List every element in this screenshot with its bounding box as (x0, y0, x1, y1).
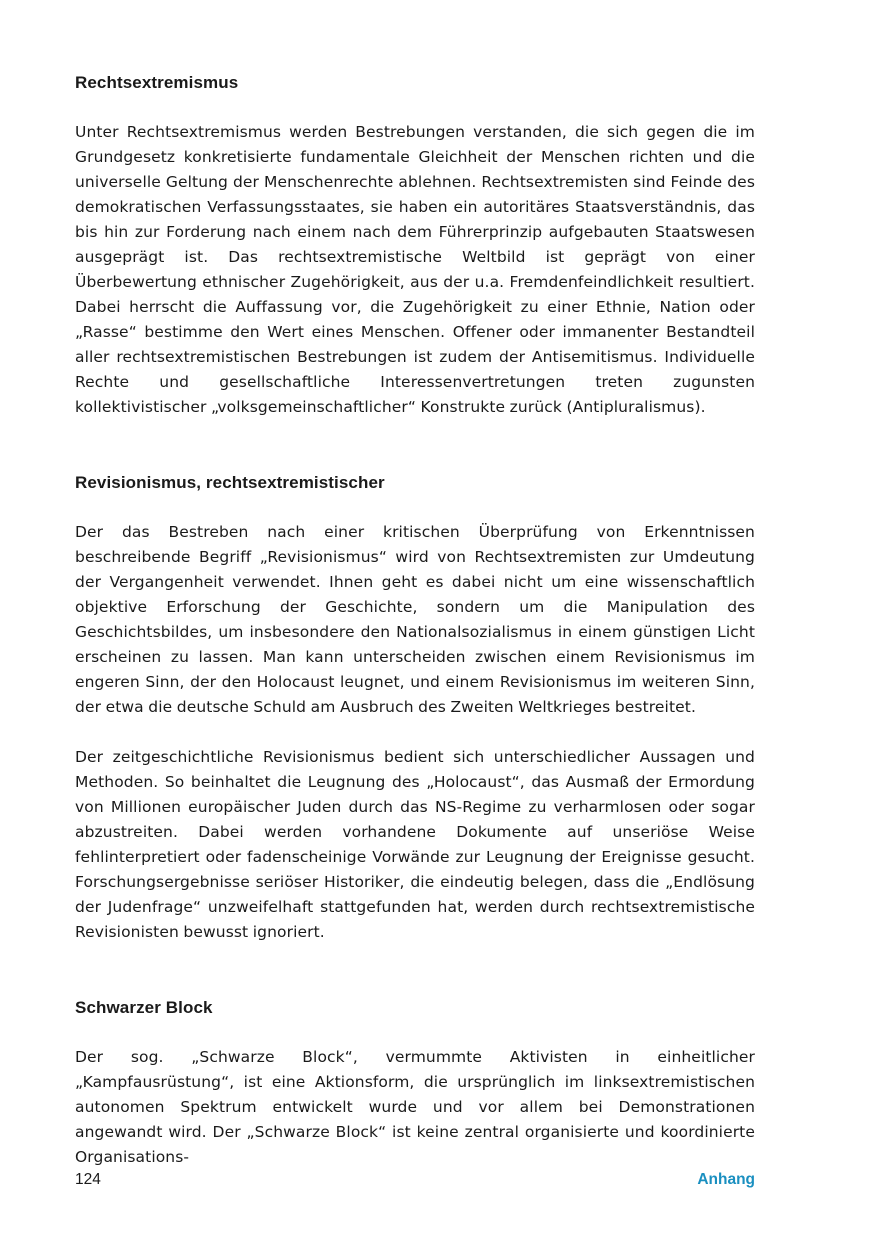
footer-section-label: Anhang (697, 1171, 755, 1188)
section-heading: Revisionismus, rechtsextremistischer (75, 473, 385, 492)
section-paragraph: Der das Bestreben nach einer kritischen Überprüfung von Erkenntnissen beschreibende Begriff „Revisionismus“ wird von Rechtsextremisten zur Umdeutung der Vergangenheit verwendet. Ihnen geht es dabei nicht um eine wissenschaftlich objektive Erforschung der Geschichte, sondern um die Manipulation des Geschichtsbildes, um insbesondere den Nationalsozialismus in einem günstigen Licht erscheinen zu lassen. Man kann unterscheiden zwischen einem Revisionismus im engeren Sinn, der den Holocaust leugnet, und einem Revisionismus im weiteren Sinn, der etwa die deutsche Schuld am Ausbruch des Zweiten Weltkrieges bestreitet. (75, 523, 755, 716)
section-schwarzer-block (75, 995, 755, 1170)
section-paragraph: Der zeitgeschichtliche Revisionismus bedient sich unterschiedlicher Aussagen und Methoden. So beinhaltet die Leugnung des „Holocaust“, das Ausmaß der Ermordung von Millionen europäischer Juden durch das NS-Regime zu verharmlosen oder sogar abzustreiten. Dabei werden vorhandene Dokumente auf unseriöse Weise fehlinterpretiert oder fadenscheinige Vorwände zur Leugnung der Ereignisse gesucht. Forschungsergebnisse seriöser Historiker, die eindeutig belegen, dass die „Endlösung der Judenfrage“ unzweifelhaft stattgefunden hat, werden durch rechtsextremistische Revisionisten bewusst ignoriert. (75, 748, 755, 941)
section-paragraph: Unter Rechtsextremismus werden Bestrebungen verstanden, die sich gegen die im Grundgesetz konkretisierte fundamentale Gleichheit der Menschen richten und die universelle Geltung der Menschenrechte ablehnen. Rechtsextremisten sind Feinde des demokratischen Verfassungsstaates, sie haben ein autoritäres Staatsverständnis, das bis hin zur Forderung nach einem nach dem Führerprinzip aufgebauten Staatswesen ausgeprägt ist. Das rechtsextremistische Weltbild ist geprägt von einer Überbewertung ethnischer Zugehörigkeit, aus der u.a. Fremdenfeindlichkeit resultiert. Dabei herrscht die Auffassung vor, die Zugehörigkeit zu einer Ethnie, Nation oder „Rasse“ bestimme den Wert eines Menschen. Offener oder immanenter Bestandteil aller rechtsextremistischen Bestrebungen ist zudem der Antisemitismus. Individuelle Rechte und gesellschaftliche Interessenvertretungen treten zugunsten kollektivistischer „volksgemeinschaftlicher“ Konstrukte zurück (Antipluralismus). (75, 123, 755, 416)
section-heading: Rechtsextremismus (75, 73, 239, 92)
document-body (75, 70, 755, 1170)
section-heading: Schwarzer Block (75, 998, 213, 1017)
page-number: 124 (75, 1171, 101, 1188)
section-rechtsextremismus (75, 70, 755, 420)
section-revisionismus (75, 470, 755, 945)
section-paragraph: Der sog. „Schwarze Block“, vermummte Aktivisten in einheitlicher „Kampfausrüstung“, ist eine Aktionsform, die ursprünglich im linksextremistischen autonomen Spektrum entwickelt wurde und vor allem bei Demonstrationen angewandt wird. Der „Schwarze Block“ ist keine zentral organisierte und koordinierte Organisations- (75, 1048, 755, 1166)
